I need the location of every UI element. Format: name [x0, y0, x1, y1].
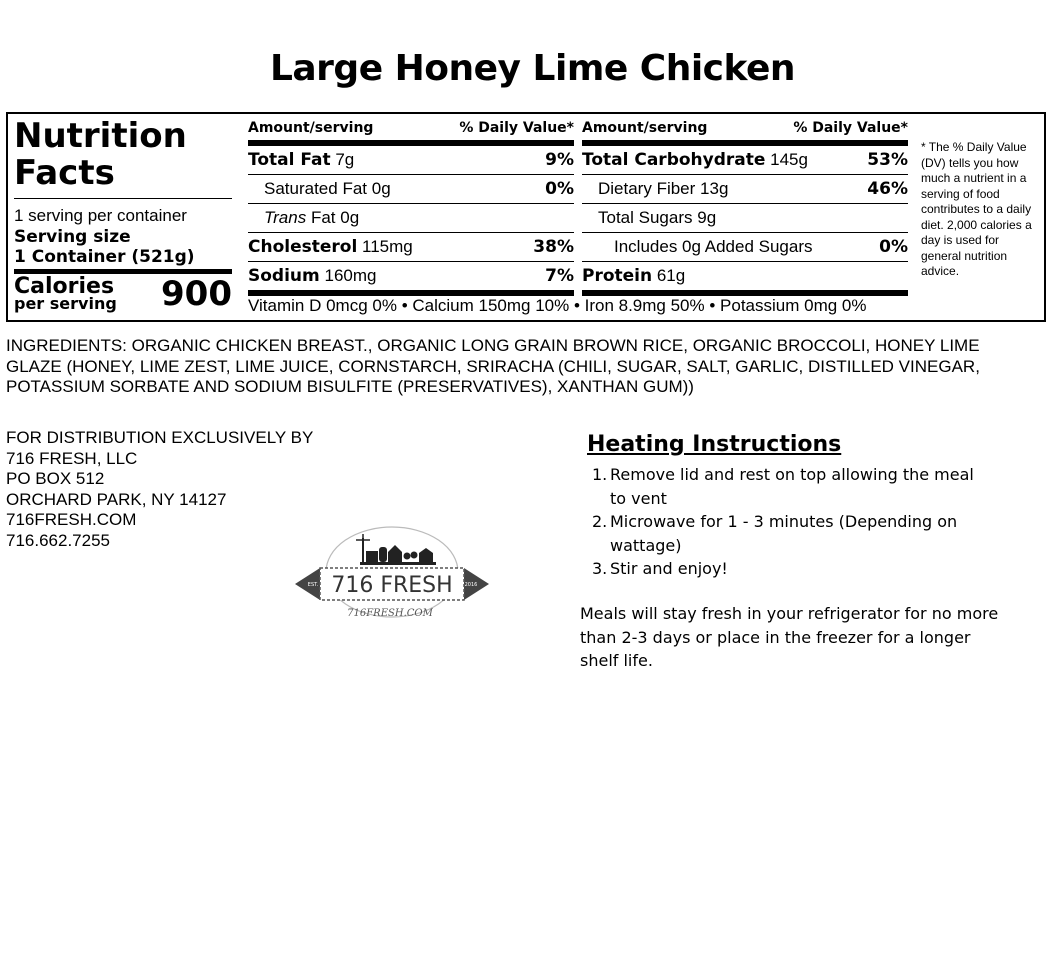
logo-year: 2016	[464, 582, 478, 588]
nutrient-row-protein	[582, 262, 908, 290]
nutrient-row-trans-fat	[248, 204, 574, 233]
nutrient-column-left	[248, 120, 574, 296]
per-serving-text: per serving	[14, 294, 117, 313]
column-header	[248, 120, 574, 138]
716-fresh-logo	[292, 524, 492, 624]
nutrient-name: Total Carbohydrate	[582, 150, 766, 170]
phone-number: 716.662.7255	[6, 530, 110, 550]
distribution-line: FOR DISTRIBUTION EXCLUSIVELY BY	[6, 428, 314, 447]
page-title: Large Honey Lime Chicken	[269, 48, 796, 89]
nutrient-name: Dietary Fiber	[598, 179, 696, 198]
nutrient-name: Trans	[264, 208, 307, 227]
company-name: 716 FRESH, LLC	[6, 448, 138, 468]
heading-line-2: Facts	[14, 153, 115, 193]
nutrient-amount: 7g	[335, 150, 355, 169]
amount-header: Amount/serving	[582, 120, 708, 136]
vitamins-line: Vitamin D 0mcg 0% • Calcium 150mg 10% • Iron 8.9mg 50% • Potassium 0mg 0%	[248, 296, 867, 315]
nutrient-row-cholesterol	[248, 233, 574, 262]
nutrient-name: Total Fat	[248, 150, 331, 170]
ingredients-text: INGREDIENTS: ORGANIC CHICKEN BREAST., ORGANIC LONG GRAIN BROWN RICE, ORGANIC BROCCOLI, HONEY LIME GLAZE (HONEY, LIME ZEST, LIME JUICE, CORNSTARCH, SRIRACHA (CHILI, SUGAR, SALT, GARLIC, DISTILLED VINEGAR, POTASSIUM SORBATE AND SODIUM BISULFITE (PRESERVATIVES), XANTHAN GUM))	[6, 336, 980, 396]
nutrient-amount: 0g	[371, 179, 391, 198]
nutrient-row-dietary-fiber	[582, 175, 908, 204]
nutrition-facts-heading	[14, 118, 187, 192]
logo-url: 716FRESH.COM	[347, 608, 433, 619]
logo-wordmark: 716 FRESH	[331, 573, 453, 598]
storage-note: Meals will stay fresh in your refrigerator for no more than 2-3 days or place in the freezer for a longer shelf life.	[580, 604, 999, 670]
step-text: Stir and enjoy!	[610, 559, 728, 578]
nutrient-row-saturated-fat	[248, 175, 574, 204]
step-number: 3.	[592, 559, 608, 578]
nutrient-dv: 53%	[867, 150, 908, 170]
heating-step	[592, 463, 992, 510]
serving-size-value: 1 Container (521g)	[14, 247, 195, 267]
nutrient-name: Includes 0g Added Sugars	[614, 237, 813, 256]
dv-header: % Daily Value*	[459, 120, 574, 136]
servings-per-container: 1 serving per container	[14, 206, 187, 225]
po-box: PO BOX 512	[6, 469, 105, 488]
nutrient-row-total-carbohydrate	[582, 146, 908, 175]
nutrient-amount: 13g	[700, 179, 729, 198]
serving-size-label: Serving size	[14, 227, 131, 247]
heating-step	[592, 510, 992, 557]
nutrient-name: Total Sugars	[598, 208, 693, 227]
nutrient-name: Sodium	[248, 266, 320, 286]
dv-header: % Daily Value*	[793, 120, 908, 136]
nutrient-row-added-sugars	[582, 233, 908, 262]
distribution-info	[6, 428, 313, 551]
nutrient-dv: 38%	[533, 237, 574, 257]
nutrient-row-sodium	[248, 262, 574, 290]
daily-value-footnote: * The % Daily Value (DV) tells you how much a nutrient in a serving of food contributes to a daily diet. 2,000 calories a day is used for general nutrition advice.	[921, 140, 1032, 278]
nutrient-amount: 0g	[340, 208, 360, 227]
divider	[14, 198, 232, 199]
nutrient-amount: 9g	[697, 208, 717, 227]
heading-line-1: Nutrition	[14, 116, 187, 156]
website: 716FRESH.COM	[6, 510, 137, 529]
nutrient-column-right	[582, 120, 908, 296]
nutrient-name-rest: Fat	[310, 208, 336, 227]
nutrient-name: Protein	[582, 266, 653, 286]
step-number: 2.	[592, 512, 608, 531]
nutrient-dv: 0%	[545, 179, 574, 199]
nutrient-name: Cholesterol	[248, 237, 358, 257]
calories-value: 900	[161, 274, 232, 314]
calories-label	[14, 274, 117, 313]
heating-steps	[592, 463, 992, 581]
nutrition-facts-label	[6, 112, 1046, 322]
step-text: Remove lid and rest on top allowing the meal to vent	[610, 465, 974, 508]
nutrient-dv: 9%	[545, 150, 574, 170]
city-state-zip: ORCHARD PARK, NY 14127	[6, 489, 227, 509]
nutrient-row-total-fat	[248, 146, 574, 175]
nutrient-amount: 61g	[656, 266, 686, 285]
heating-instructions-title: Heating Instructions	[587, 432, 842, 457]
nutrient-dv: 46%	[867, 179, 908, 199]
nutrient-row-total-sugars	[582, 204, 908, 233]
calories-text: Calories	[14, 274, 115, 299]
nutrient-amount: 115mg	[362, 237, 413, 256]
nutrient-amount: 145g	[770, 150, 808, 169]
amount-header: Amount/serving	[248, 120, 374, 136]
column-header	[582, 120, 908, 138]
nutrient-name: Saturated Fat	[264, 179, 368, 198]
logo-est: EST.	[307, 582, 319, 588]
step-text: Microwave for 1 - 3 minutes (Depending on wattage)	[610, 512, 958, 555]
nutrient-dv: 0%	[879, 237, 908, 257]
nutrient-amount: 160mg	[324, 266, 377, 285]
heating-step	[592, 557, 992, 581]
step-number: 1.	[592, 465, 608, 484]
nutrient-dv: 7%	[545, 266, 574, 286]
